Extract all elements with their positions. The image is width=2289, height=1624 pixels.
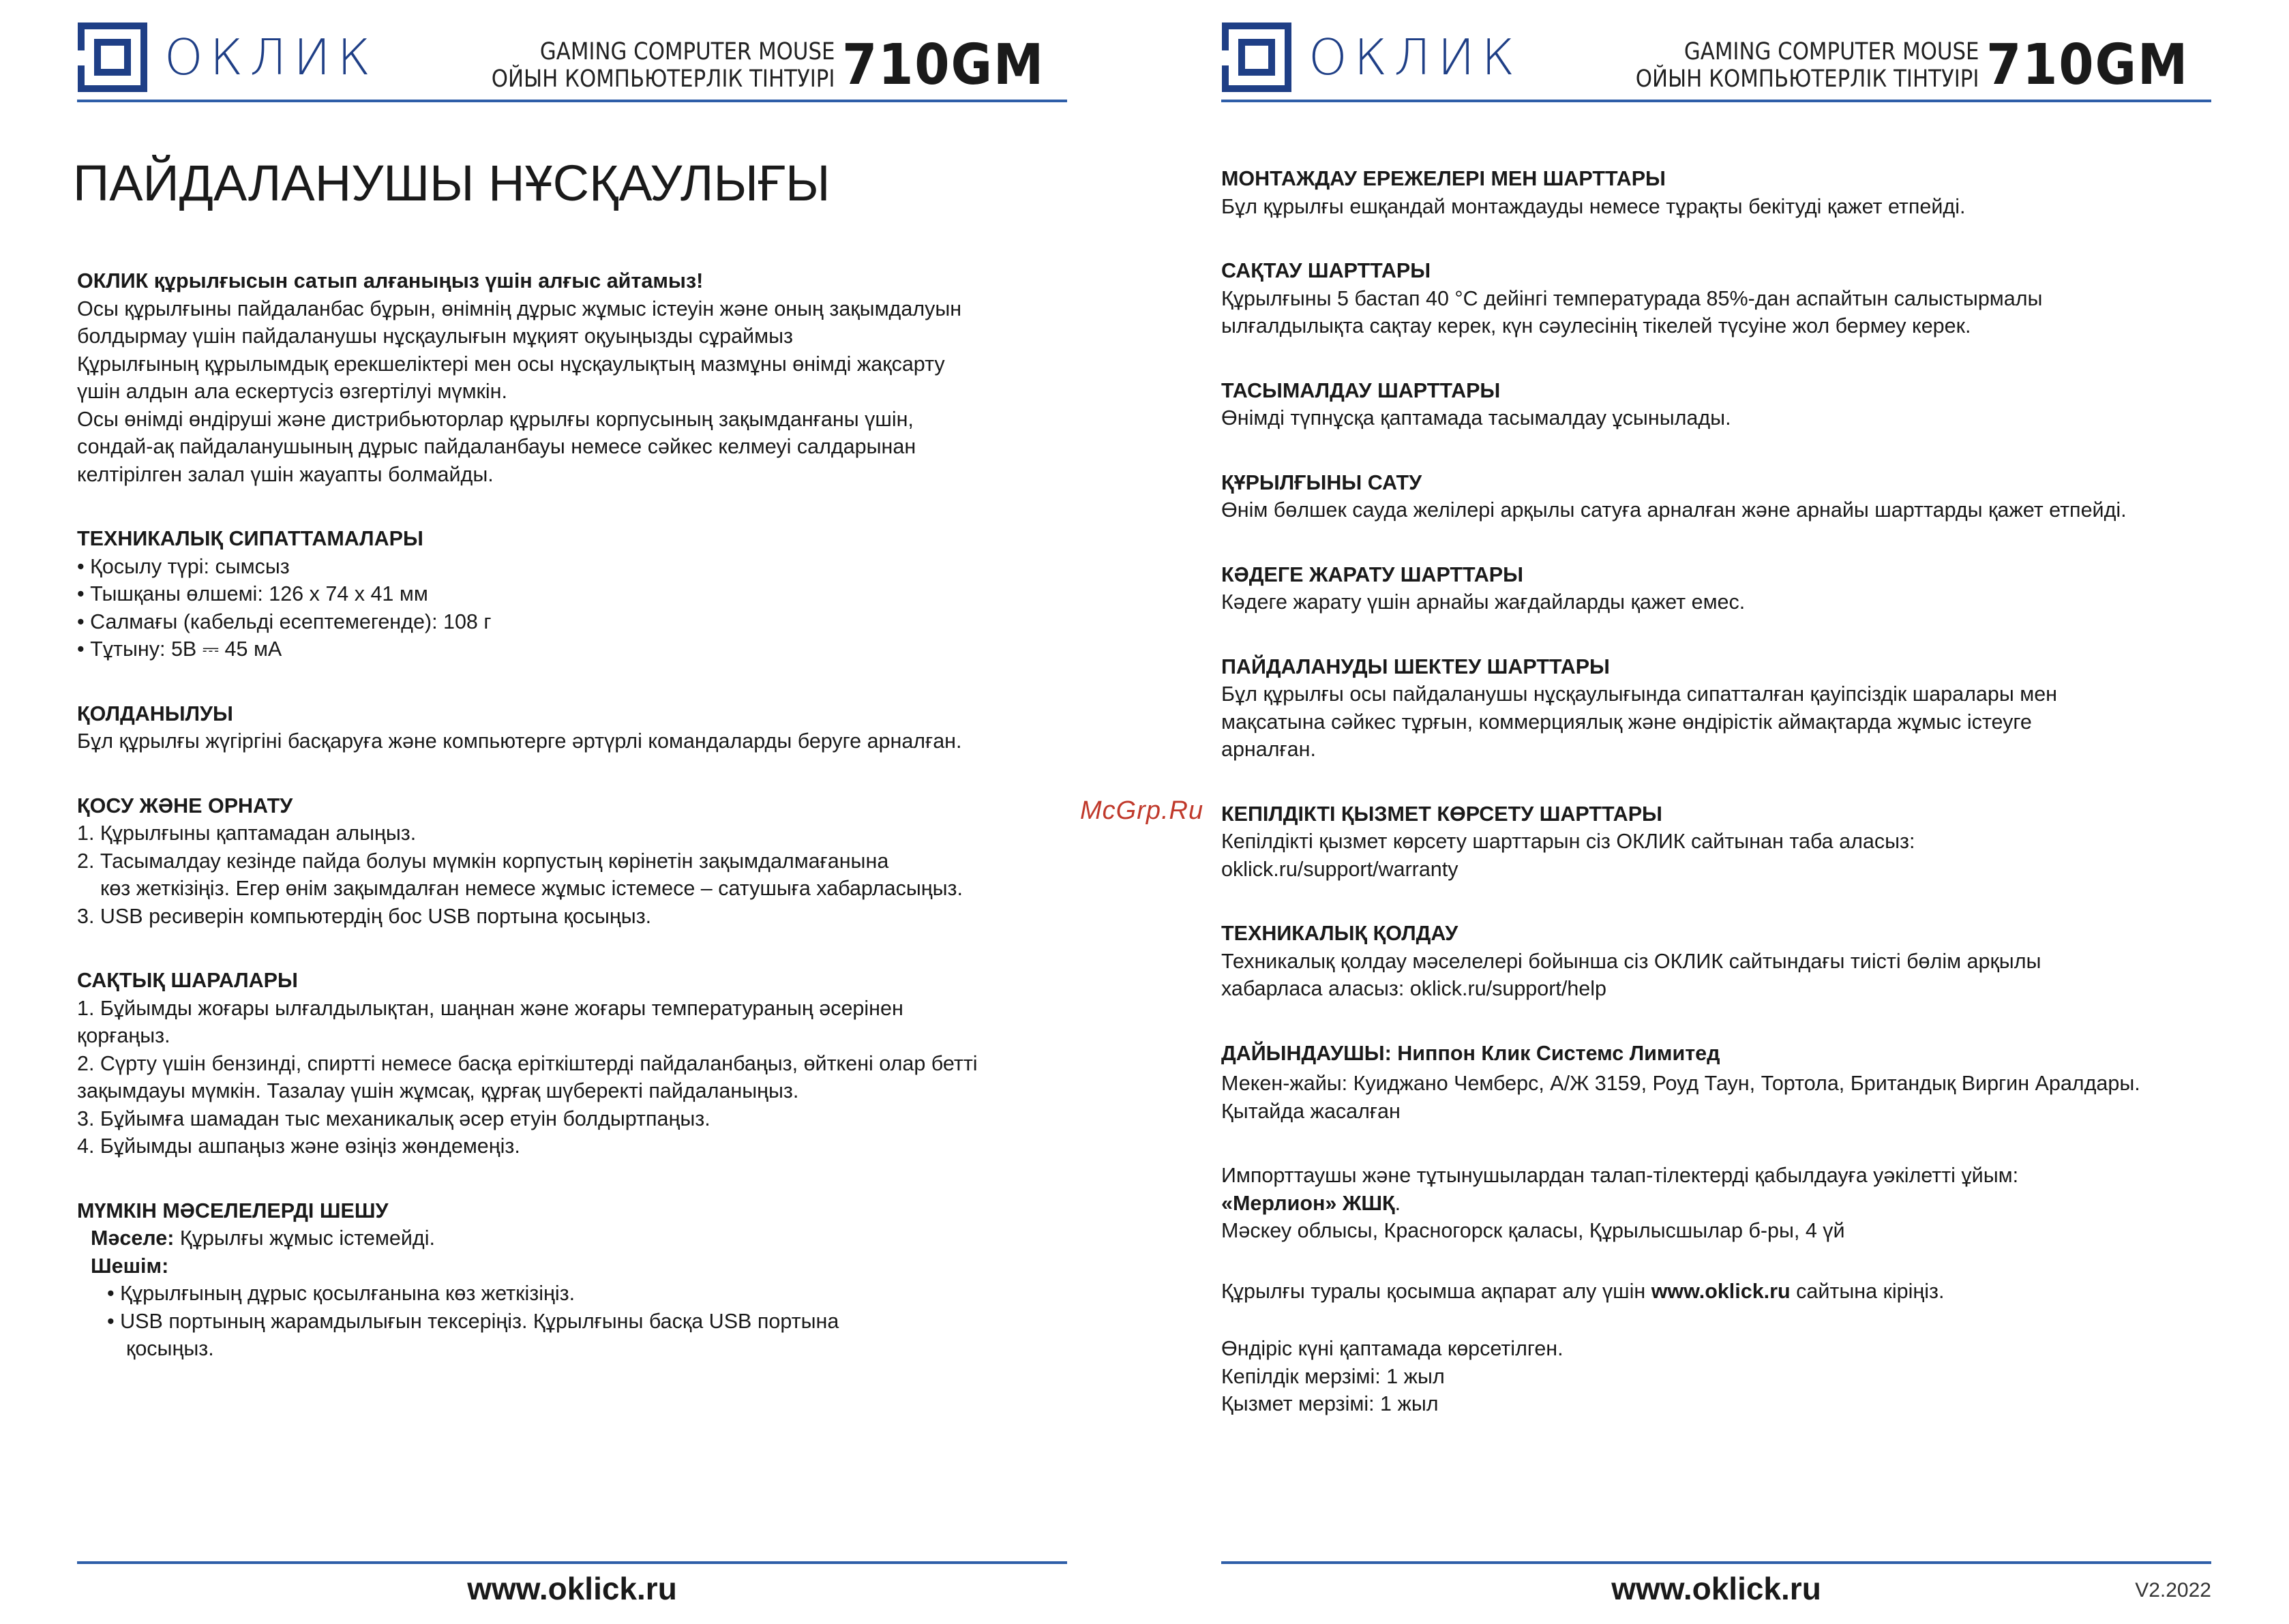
- section-heading: ПАЙДАЛАНУДЫ ШЕКТЕУ ШАРТТАРЫ: [1221, 655, 1610, 678]
- solution-line: [77, 1252, 1093, 1280]
- spec-item: • Тұтыну: 5В ⎓ 45 мА: [77, 637, 282, 661]
- dates-section: [1221, 1335, 2244, 1418]
- header-line-en: GAMING COMPUTER MOUSE: [540, 37, 835, 65]
- warranty-section: [1221, 800, 2244, 884]
- info-line: [1221, 1278, 2244, 1306]
- safety-section: [77, 967, 1093, 1160]
- header-divider: [77, 100, 1067, 102]
- section-heading: ҚОСУ ЖӘНЕ ОРНАТУ: [77, 794, 293, 817]
- footer-url: www.oklick.ru: [467, 1571, 677, 1606]
- problem-label: Мәселе:: [91, 1227, 175, 1250]
- header-product: [445, 33, 1067, 97]
- section-line: хабарласа аласыз: oklick.ru/support/help: [1221, 977, 1606, 1000]
- section-heading: МОНТАЖДАУ ЕРЕЖЕЛЕРІ МЕН ШАРТТАРЫ: [1221, 167, 1666, 190]
- brand-wordmark: ОКЛИК: [1308, 29, 1522, 86]
- brand-logo: [1221, 22, 1521, 93]
- specs-section: [77, 525, 1093, 663]
- model-number: 710GM: [841, 33, 1045, 97]
- section-line: ылғалдылықта сақтау керек, күн сәулесінің тікелей түсуіне жол бермеу керек.: [1221, 314, 1971, 337]
- section-heading: ТЕХНИКАЛЫҚ ҚОЛДАУ: [1221, 922, 1458, 945]
- solution-label: Шешім:: [91, 1254, 169, 1278]
- section-line: Бұл құрылғы ешқандай монтаждауды немесе тұрақты бекітуді қажет етпейді.: [1221, 194, 1966, 218]
- safety-line: зақымдауы мүмкін. Тазалау үшін жұмсақ, құрғақ шүберекті пайдаланыңыз.: [77, 1079, 799, 1102]
- info-site: www.oklick.ru: [1651, 1279, 1791, 1303]
- importer-name-line: [1221, 1190, 2244, 1218]
- step-item: 1. Құрылғыны қаптамадан алыңыз.: [77, 822, 417, 845]
- troubleshoot-section: [77, 1197, 1093, 1363]
- section-line: арналған.: [1221, 738, 1316, 761]
- intro-line: Осы өнімді өндіруші және дистрибьюторлар құрылғы корпусының зақымданғаны үшін,: [77, 407, 914, 431]
- right-content: [1221, 165, 2244, 1455]
- safety-line: 2. Сүрту үшін бензинді, спиртті немесе басқа еріткіштерді пайдаланбаңыз, өйткені олар бетті: [77, 1051, 978, 1075]
- manufacturer-section: [1221, 1040, 2244, 1126]
- model-number: 710GM: [1986, 33, 2189, 97]
- version-label: V2.2022: [2135, 1579, 2211, 1602]
- solution-bullet-continued: қосыңыз.: [126, 1337, 214, 1360]
- intro-line: үшін алдын ала ескертусіз өзгертілуі мүмкін.: [77, 380, 507, 403]
- right-page: [1144, 0, 2288, 1624]
- section-heading: КӘДЕГЕ ЖАРАТУ ШАРТТАРЫ: [1221, 562, 1523, 586]
- footer-url: www.oklick.ru: [1611, 1571, 1821, 1606]
- usage-text: Бұл құрылғы жүгіргіні басқаруға және компьютерге әртүрлі командаларды беруге арналған.: [77, 730, 962, 753]
- header-line-kz: ОЙЫН КОМПЬЮТЕРЛІК ТІНТУІРІ: [492, 65, 835, 93]
- importer-name: «Мерлион» ЖШҚ: [1221, 1191, 1395, 1215]
- section-heading: ҚОЛДАНЫЛУЫ: [77, 702, 233, 725]
- left-content: [77, 267, 1093, 1400]
- footer-divider: [1221, 1561, 2211, 1564]
- spec-item: • Қосылу түрі: сымсыз: [77, 554, 290, 578]
- section-line: Бұл құрылғы осы пайдаланушы нұсқаулығында сипатталған қауіпсіздік шаралары мен: [1221, 682, 2058, 706]
- header-product: [1589, 33, 2211, 97]
- problem-line: [77, 1224, 1093, 1252]
- made-in: Қытайда жасалған: [1221, 1099, 1401, 1123]
- importer-line: Импорттаушы және тұтынушылардан талап-тілектерді қабылдауға уәкілетті ұйым:: [1221, 1164, 2019, 1187]
- problem-text: Құрылғы жұмыс істемейді.: [174, 1227, 435, 1250]
- spec-item: • Салмағы (кабельді есептемегенде): 108 г: [77, 610, 492, 633]
- intro-line: келтірілген залал үшін жауапты болмайды.: [77, 462, 494, 486]
- page-title: ПАЙДАЛАНУШЫ НҰСҚАУЛЫҒЫ: [73, 155, 831, 211]
- section-line: Техникалық қолдау мәселелері бойынша сіз ОКЛИК сайтындағы тиісті бөлім арқылы: [1221, 949, 2041, 973]
- manufacturer-label: ДАЙЫНДАУШЫ: Ниппон Клик Системс Лимитед: [1221, 1041, 1720, 1065]
- header-line-en: GAMING COMPUTER MOUSE: [1684, 37, 1979, 65]
- section-line: Өнімді түпнұсқа қаптамада тасымалдау ұсынылады.: [1221, 406, 1731, 430]
- oklick-logo-icon: [1221, 22, 1292, 93]
- header-divider: [1221, 100, 2211, 102]
- section-line: Кепілдікті қызмет көрсету шарттарын сіз ОКЛИК сайтынан таба аласыз:: [1221, 830, 1915, 853]
- intro-line: болдырмау үшін пайдаланушы нұсқаулығын мұқият оқуыңызды сұраймыз: [77, 325, 793, 348]
- section-heading: КЕПІЛДІКТІ ҚЫЗМЕТ КӨРСЕТУ ШАРТТАРЫ: [1221, 802, 1662, 826]
- info-suffix: сайтына кіріңіз.: [1790, 1279, 1945, 1303]
- section-line: Кәдеге жарату үшін арнайы жағдайларды қажет емес.: [1221, 590, 1746, 614]
- transport-section: [1221, 377, 2244, 432]
- brand-logo: [77, 22, 377, 93]
- step-item-continued: көз жеткізіңіз. Егер өнім зақымдалған немесе жұмыс істемесе – сатушыға хабарласыңыз.: [100, 877, 963, 900]
- intro-line: Құрылғының құрылымдық ерекшеліктері мен осы нұсқаулықтың мазмұны өнімді жақсарту: [77, 352, 945, 376]
- header-line-kz: ОЙЫН КОМПЬЮТЕРЛІК ТІНТУІРІ: [1636, 65, 1979, 93]
- section-heading: ТАСЫМАЛДАУ ШАРТТАРЫ: [1221, 378, 1501, 402]
- manufacturer-address: Мекен-жайы: Куиджано Чемберс, А/Ж 3159, Роуд Таун, Тортола, Британдық Виргин Аралдары.: [1221, 1072, 2140, 1095]
- section-heading: САҚТАУ ШАРТТАРЫ: [1221, 259, 1431, 282]
- intro-line: Осы құрылғыны пайдаланбас бұрын, өнімнің дұрыс жұмыс істеуін және оның зақымдалуын: [77, 297, 962, 320]
- intro-section: [77, 267, 1093, 488]
- safety-line: 4. Бұйымды ашпаңыз және өзіңіз жөндемеңіз.: [77, 1134, 520, 1158]
- intro-line: сондай-ақ пайдаланушының дұрыс пайдаланбауы немесе сәйкес келмеуі салдарынан: [77, 435, 916, 458]
- section-heading: ТЕХНИКАЛЫҚ СИПАТТАМАЛАРЫ: [77, 527, 423, 550]
- date-line: Қызмет мерзімі: 1 жыл: [1221, 1392, 1439, 1415]
- importer-section: [1221, 1162, 2244, 1245]
- spec-item: • Тышқаны өлшемі: 126 x 74 x 41 мм: [77, 582, 428, 605]
- info-prefix: Құрылғы туралы қосымша ақпарат алу үшін: [1221, 1279, 1651, 1303]
- section-line: Құрылғыны 5 бастап 40 °C дейінгі температурада 85%-дан аспайтын салыстырмалы: [1221, 286, 2043, 310]
- usage-section: [77, 700, 1093, 755]
- safety-line: 3. Бұйымға шамадан тыс механикалық әсер етуін болдыртпаңыз.: [77, 1107, 710, 1130]
- intro-thanks: ОКЛИК құрылғысын сатып алғаныңыз үшін алғыс айтамыз!: [77, 269, 704, 292]
- importer-address: Мәскеу облысы, Красногорск қаласы, Құрылысшылар б-ры, 4 үй: [1221, 1219, 1845, 1242]
- step-item: 2. Тасымалдау кезінде пайда болуы мүмкін корпустың көрінетін зақымдалмағанына: [77, 849, 889, 873]
- support-section: [1221, 920, 2244, 1003]
- sale-section: [1221, 469, 2244, 524]
- section-line: мақсатына сәйкес тұрғын, коммерциялық және өндірістік аймақтарда жұмыс істеуге: [1221, 710, 2032, 734]
- info-section: [1221, 1278, 2244, 1306]
- step-item: 3. USB ресиверін компьютердің бос USB портына қосыңыз.: [77, 904, 652, 928]
- importer-name-suffix: .: [1394, 1191, 1401, 1215]
- storage-section: [1221, 257, 2244, 340]
- date-line: Кепілдік мерзімі: 1 жыл: [1221, 1364, 1445, 1388]
- warranty-link: oklick.ru/support/warranty: [1221, 857, 1458, 881]
- disposal-section: [1221, 561, 2244, 616]
- connect-section: [77, 792, 1093, 931]
- safety-line: қорғаңыз.: [77, 1024, 170, 1047]
- brand-wordmark: ОКЛИК: [164, 29, 378, 86]
- watermark-text: McGrp.Ru: [1080, 796, 1204, 825]
- oklick-logo-icon: [77, 22, 148, 93]
- solution-bullet: • Құрылғының дұрыс қосылғанына көз жеткізіңіз.: [107, 1282, 575, 1305]
- section-line: Өнім бөлшек сауда желілері арқылы сатуға арналған және арнайы шарттарды қажет етпейді.: [1221, 498, 2127, 522]
- section-heading: ҚҰРЫЛҒЫНЫ САТУ: [1221, 470, 1422, 494]
- footer-divider: [77, 1561, 1067, 1564]
- restrictions-section: [1221, 653, 2244, 764]
- installation-section: [1221, 165, 2244, 220]
- section-heading: САҚТЫҚ ШАРАЛАРЫ: [77, 969, 298, 992]
- left-page: [0, 0, 1144, 1624]
- date-line: Өндіріс күні қаптамада көрсетілген.: [1221, 1337, 1564, 1360]
- safety-line: 1. Бұйымды жоғары ылғалдылықтан, шаңнан және жоғары температураның әсерінен: [77, 996, 903, 1020]
- solution-bullet: • USB портының жарамдылығын тексеріңіз. Құрылғыны басқа USB портына: [107, 1309, 839, 1333]
- section-heading: МҮМКІН МӘСЕЛЕЛЕРДІ ШЕШУ: [77, 1199, 389, 1222]
